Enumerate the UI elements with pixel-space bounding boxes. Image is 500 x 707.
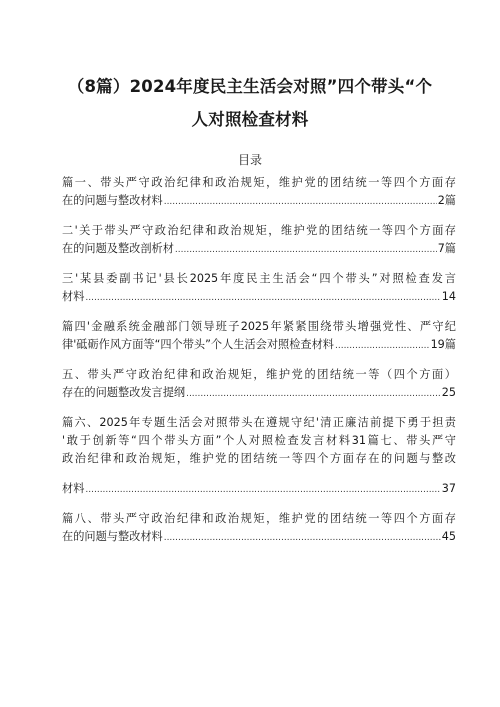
toc-page-number: 25 [441,386,456,399]
toc-line[interactable]: 二'关于带头严守政治纪律和政治规矩，维护党的团结统一等四个方面存 [62,224,456,237]
toc-entry-text: 在的问题与整改材料 [62,530,163,543]
toc-line[interactable]: 篇八、带头严守政治纪律和政治规矩，维护党的团结统一等四个方面存 [62,512,456,525]
toc-line[interactable]: 篇一、带头严守政治纪律和政治规矩，维护党的团结统一等四个方面存 [62,176,456,189]
toc-page-number: 45 [441,530,456,543]
toc-line[interactable] [62,290,456,305]
toc-heading: 目录 [237,153,262,167]
toc-line[interactable]: '敢于创新等“四个带头方面”个人对照检查发言材料31篇七、带头严守 [62,434,456,447]
toc-line[interactable] [62,386,456,401]
toc-entry-text: 存在的问题整改发言提纲 [62,386,186,399]
toc-line[interactable]: 篇六、2025年专题生活会对照带头在遵规守纪'清正廉洁前提下勇于担责 [62,416,456,429]
dot-leader [164,531,441,545]
toc-line[interactable] [62,242,456,257]
toc-page-number: 2篇 [437,194,456,207]
toc-entry-text: 材料 [62,290,85,303]
toc-line[interactable]: 五、带头严守政治纪律和政治规矩，维护党的团结统一等（四个方面） [62,368,456,381]
dot-leader [85,483,440,497]
toc-page-number: 19篇 [430,338,456,351]
toc-entry-text: 律'砥砺作风方面等“四个带头”个人生活会对照检查材料 [62,338,334,351]
toc-line[interactable] [62,338,456,353]
toc-entry-text: 材料 [62,482,85,495]
toc-line[interactable] [62,482,456,497]
document-title-line-2: 人对照检查材料 [191,110,309,129]
toc-line[interactable]: 政治纪律和政治规矩，维护党的团结统一等四个方面存在的问题与整改 [62,452,456,465]
toc-page-number: 14 [441,290,456,303]
toc-line[interactable]: 三'某县委副书记'县长2025年度民主生活会“四个带头”对照检查发言 [62,272,456,285]
toc-line[interactable] [62,530,456,545]
toc-page-number: 37 [441,482,456,495]
toc-page-number: 7篇 [437,242,456,255]
dot-leader [175,243,437,257]
dot-leader [335,339,430,353]
toc-entry-text: 在的问题与整改材料 [62,194,163,207]
dot-leader [85,291,440,305]
toc-line[interactable] [62,194,456,209]
toc-line[interactable]: 篇四'金融系统金融部门领导班子2025年紧紧围绕带头增强党性、严守纪 [62,320,456,333]
dot-leader [164,195,437,209]
toc-entry-text: 在的问题及整改剖析材 [62,242,174,255]
document-title-line-1: （8篇）2024年度民主生活会对照”四个带头“个 [67,77,433,96]
dot-leader [186,387,441,401]
